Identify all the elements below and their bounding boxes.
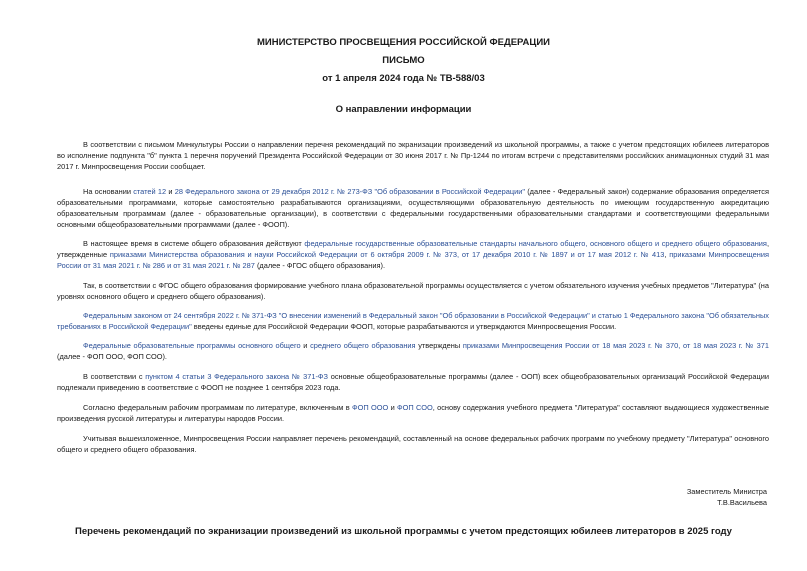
paragraph-7 [57, 371, 769, 393]
paragraph-1 [57, 139, 769, 172]
paragraph-text: основные общеобразовательные программы (далее - ООП) всех общеобразовательных организаций Российской Федерации подлежали приведению в соответствие с ФООП не позднее 1 сентября 2023 года. [57, 372, 769, 392]
paragraph-text: В соответствии с письмом Минкультуры России о направлении перечня рекомендаций по экранизации произведений из школьной программы, а также с учетом предстоящих юбилеев литераторов во исполнение подпункта "б" пункта 1 перечня поручений Президента Российской Федерации от 30 июня 2017 г. № Пр-1244 по итогам встречи с представителями российских анимационных студий 31 мая 2017 г. Минпросвещения России сообщает. [57, 140, 769, 171]
paragraph-text: Учитывая вышеизложенное, Минпросвещения России направляет перечень рекомендаций, составленный на основе федеральных рабочих программ по учебному предмету "Литература" основного общего и среднего общего образования. [57, 434, 769, 454]
ministry-heading: МИНИСТЕРСТВО ПРОСВЕЩЕНИЯ РОССИЙСКОЙ ФЕДЕРАЦИИ [256, 37, 551, 48]
paragraph-text: В соответствии с [83, 372, 146, 381]
document-link[interactable]: ФОП ООО [351, 403, 389, 412]
document-date-number: от 1 апреля 2024 года № ТВ-588/03 [322, 73, 485, 84]
paragraph-text: (далее - ФГОС общего образования). [254, 261, 385, 270]
list-title: Перечень рекомендаций по экранизации произведений из школьной программы с учетом предстоящих юбилеев литераторов в 2025 году [75, 526, 732, 537]
document-link[interactable]: Федеральным законом от 24 сентября 2022 г. № 371-ФЗ "О внесении изменений в Федеральный закон "Об образовании в Российской Федерации" и статью 1 Федерального закона "Об обязательных требованиях в Российской Федерации" [57, 311, 769, 331]
paragraph-text: Так, в соответствии с ФГОС общего образования формирование учебного плана образовательной программы осуществляется с учетом обязательного изучения учебных предметов "Литература" (на уровнях основного общего и среднего общего образования). [57, 281, 769, 301]
signature-position: Заместитель Министра [686, 487, 767, 496]
paragraph-text: введены единые для Российской Федерации ФООП, которые разрабатываются и утверждаются Минпросвещения России. [191, 322, 617, 331]
paragraph-text: , утвержденные [57, 239, 769, 259]
paragraph-text: (далее - Федеральный закон) содержание образования определяется образовательными программами, которые самостоятельно разрабатываются организациями, осуществляющими образовательную деятельность по имеющим государственную аккредитацию образовательным программам (далее - образовательные организации), в соответствии с федеральными государственными образовательными стандартами и соответствующими федеральными основными общеобразовательными программами (далее - ФООП). [57, 187, 770, 229]
document-link[interactable]: статей 12 [133, 187, 167, 196]
paragraph-text: , [664, 250, 670, 259]
paragraph-text: и [388, 403, 398, 412]
paragraph-text: Согласно федеральным рабочим программам по литературе, включенным в [83, 403, 352, 412]
paragraph-text: и [300, 341, 311, 350]
paragraph-5 [57, 310, 769, 332]
document-link[interactable]: приказами Министерства образования и науки Российской Федерации от 6 октября 2009 г. № 373, от 17 декабря 2010 г. № 1897 и от 17 мая 2012 г. № 413 [109, 250, 665, 259]
paragraph-4 [57, 280, 769, 302]
paragraph-2 [57, 186, 769, 230]
paragraph-text: (далее - ФОП ООО, ФОП СОО). [57, 352, 167, 361]
paragraph-6 [57, 340, 769, 362]
paragraph-3 [57, 238, 769, 271]
paragraph-text: и [166, 187, 175, 196]
document-link[interactable]: ФОП СОО [397, 403, 433, 412]
document-link[interactable]: 28 Федерального закона от 29 декабря 2012 г. № 273-ФЗ "Об образовании в Российской Федерации" [174, 187, 525, 196]
document-link[interactable]: приказами Минпросвещения России от 18 мая 2023 г. № 370, от 18 мая 2023 г. № 371 [462, 341, 769, 350]
document-subject: О направлении информации [335, 104, 472, 115]
document-link[interactable]: пунктом 4 статьи 3 Федерального закона № 371-ФЗ [145, 372, 329, 381]
signature-name: Т.В.Васильева [717, 498, 767, 507]
paragraph-9 [57, 433, 769, 455]
document-link[interactable]: приказами Минпросвещения России от 31 мая 2021 г. № 286 и от 31 мая 2021 г. № 287 [57, 250, 769, 270]
paragraph-text: В настоящее время в системе общего образования действуют [83, 239, 305, 248]
paragraph-text: , основу содержания учебного предмета "Литература" составляют выдающиеся художественные произведения русской литературы и литературы народов России. [57, 403, 769, 423]
document-link[interactable]: федеральные государственные образовательные стандарты начального общего, основного общего и среднего общего образования [304, 239, 767, 248]
document-link[interactable]: среднего общего образования [310, 341, 416, 350]
paragraph-text: утверждены [415, 341, 463, 350]
paragraph-8 [57, 402, 769, 424]
document-type: ПИСЬМО [382, 55, 425, 66]
paragraph-text: На основании [83, 187, 134, 196]
document-link[interactable]: Федеральные образовательные программы основного общего [83, 341, 301, 350]
